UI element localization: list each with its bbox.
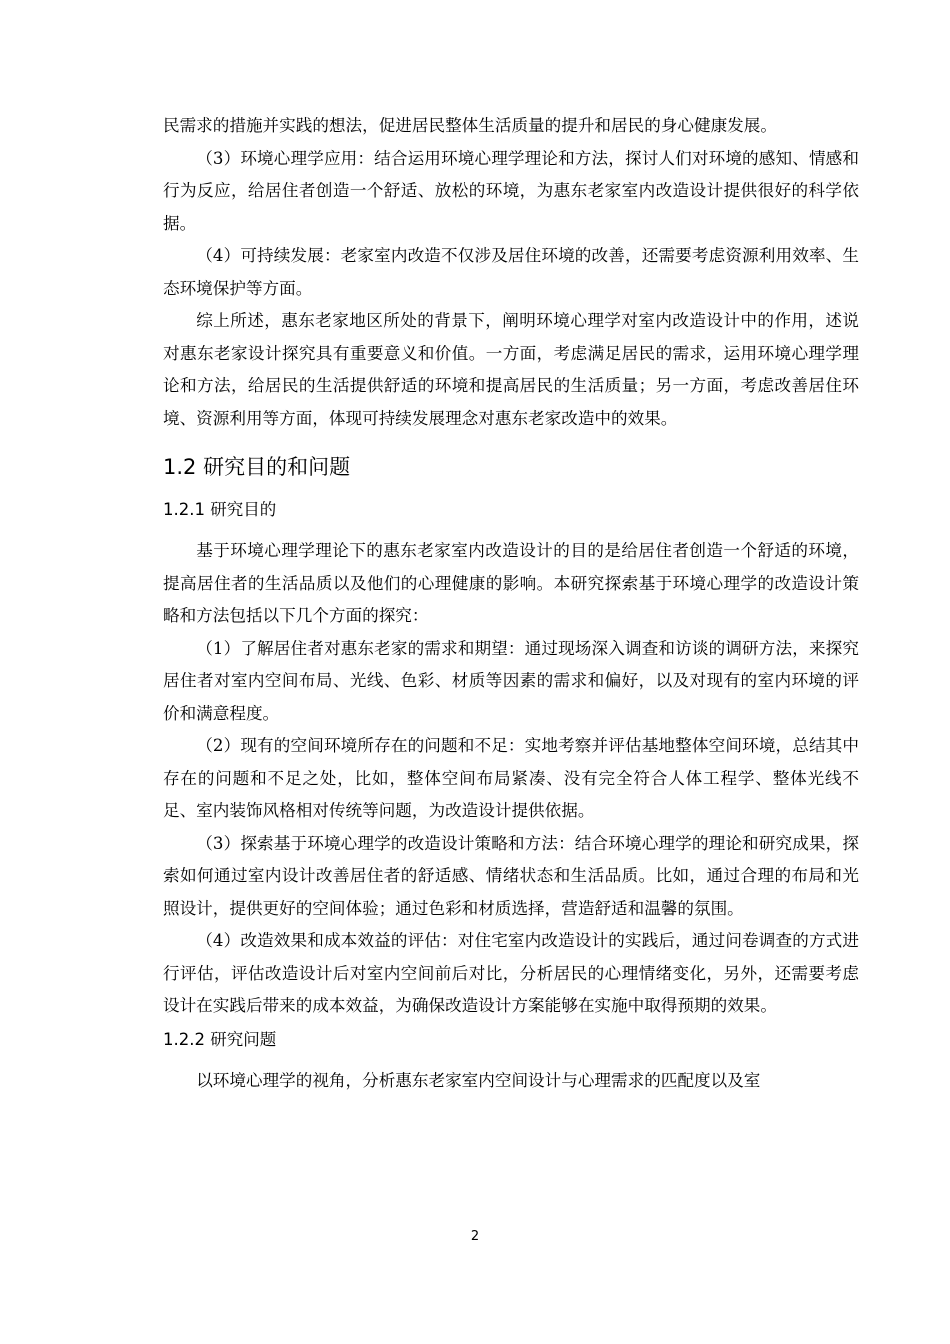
subsection-heading-1-2-2: 1.2.2 研究问题 <box>163 1029 277 1049</box>
subsection-heading-1-2-1: 1.2.1 研究目的 <box>163 500 277 519</box>
page-number: 2 <box>470 1229 480 1244</box>
page-body <box>163 110 859 1097</box>
paragraph-research-questions-intro: 以环境心理学的视角，分析惠东老家室内空间设计与心理需求的匹配度以及室 <box>196 1070 761 1090</box>
paragraph-purpose-item-1: （1）了解居住者对惠东老家的需求和期望：通过现场深入调查和访谈的调研方法，来探究居住者对室内空间布局、光线、色彩、材质等因素的需求和偏好，以及对现有的室内环境的评价和满意程度。 <box>163 638 859 723</box>
paragraph-purpose-item-4: （4）改造效果和成本效益的评估：对住宅室内改造设计的实践后，通过问卷调查的方式进行评估，评估改造设计后对室内空间前后对比，分析居民的心理情绪变化，另外，还需要考虑设计在实践后带来的成本效益，为确保改造设计方案能够在实施中取得预期的效果。 <box>163 931 859 1015</box>
paragraph-item-4-sustainability: （4）可持续发展：老家室内改造不仅涉及居住环境的改善，还需要考虑资源利用效率、生态环境保护等方面。 <box>163 246 859 298</box>
paragraph-purpose-item-3: （3）探索基于环境心理学的改造设计策略和方法：结合环境心理学的理论和研究成果，探索如何通过室内设计改善居住者的舒适感、情绪状态和生活品质。比如，通过合理的布局和光照设计，提供更好的空间体验；通过色彩和材质选择，营造舒适和温馨的氛围。 <box>163 833 859 918</box>
paragraph-summary: 综上所述，惠东老家地区所处的背景下，阐明环境心理学对室内改造设计中的作用，述说对惠东老家设计探究具有重要意义和价值。一方面，考虑满足居民的需求，运用环境心理学理论和方法，给居民的生活提供舒适的环境和提高居民的生活质量；另一方面，考虑改善居住环境、资源利用等方面，体现可持续发展理念对惠东老家改造中的效果。 <box>163 311 859 428</box>
paragraph-continued: 民需求的措施并实践的想法，促进居民整体生活质量的提升和居民的身心健康发展。 <box>163 116 777 135</box>
section-heading-1-2: 1.2 研究目的和问题 <box>163 455 351 479</box>
paragraph-research-purpose-intro: 基于环境心理学理论下的惠东老家室内改造设计的目的是给居住者创造一个舒适的环境，提高居住者的生活品质以及他们的心理健康的影响。本研究探索基于环境心理学的改造设计策略和方法包括以下几个方面的探究： <box>163 541 859 625</box>
paragraph-item-3-environmental-psychology: （3）环境心理学应用：结合运用环境心理学理论和方法，探讨人们对环境的感知、情感和行为反应，给居住者创造一个舒适、放松的环境，为惠东老家室内改造设计提供很好的科学依据。 <box>163 148 859 233</box>
paragraph-purpose-item-2: （2）现有的空间环境所存在的问题和不足：实地考察并评估基地整体空间环境，总结其中存在的问题和不足之处，比如，整体空间布局紧凑、没有完全符合人体工程学、整体光线不足、室内装饰风格相对传统等问题，为改造设计提供依据。 <box>163 736 859 820</box>
